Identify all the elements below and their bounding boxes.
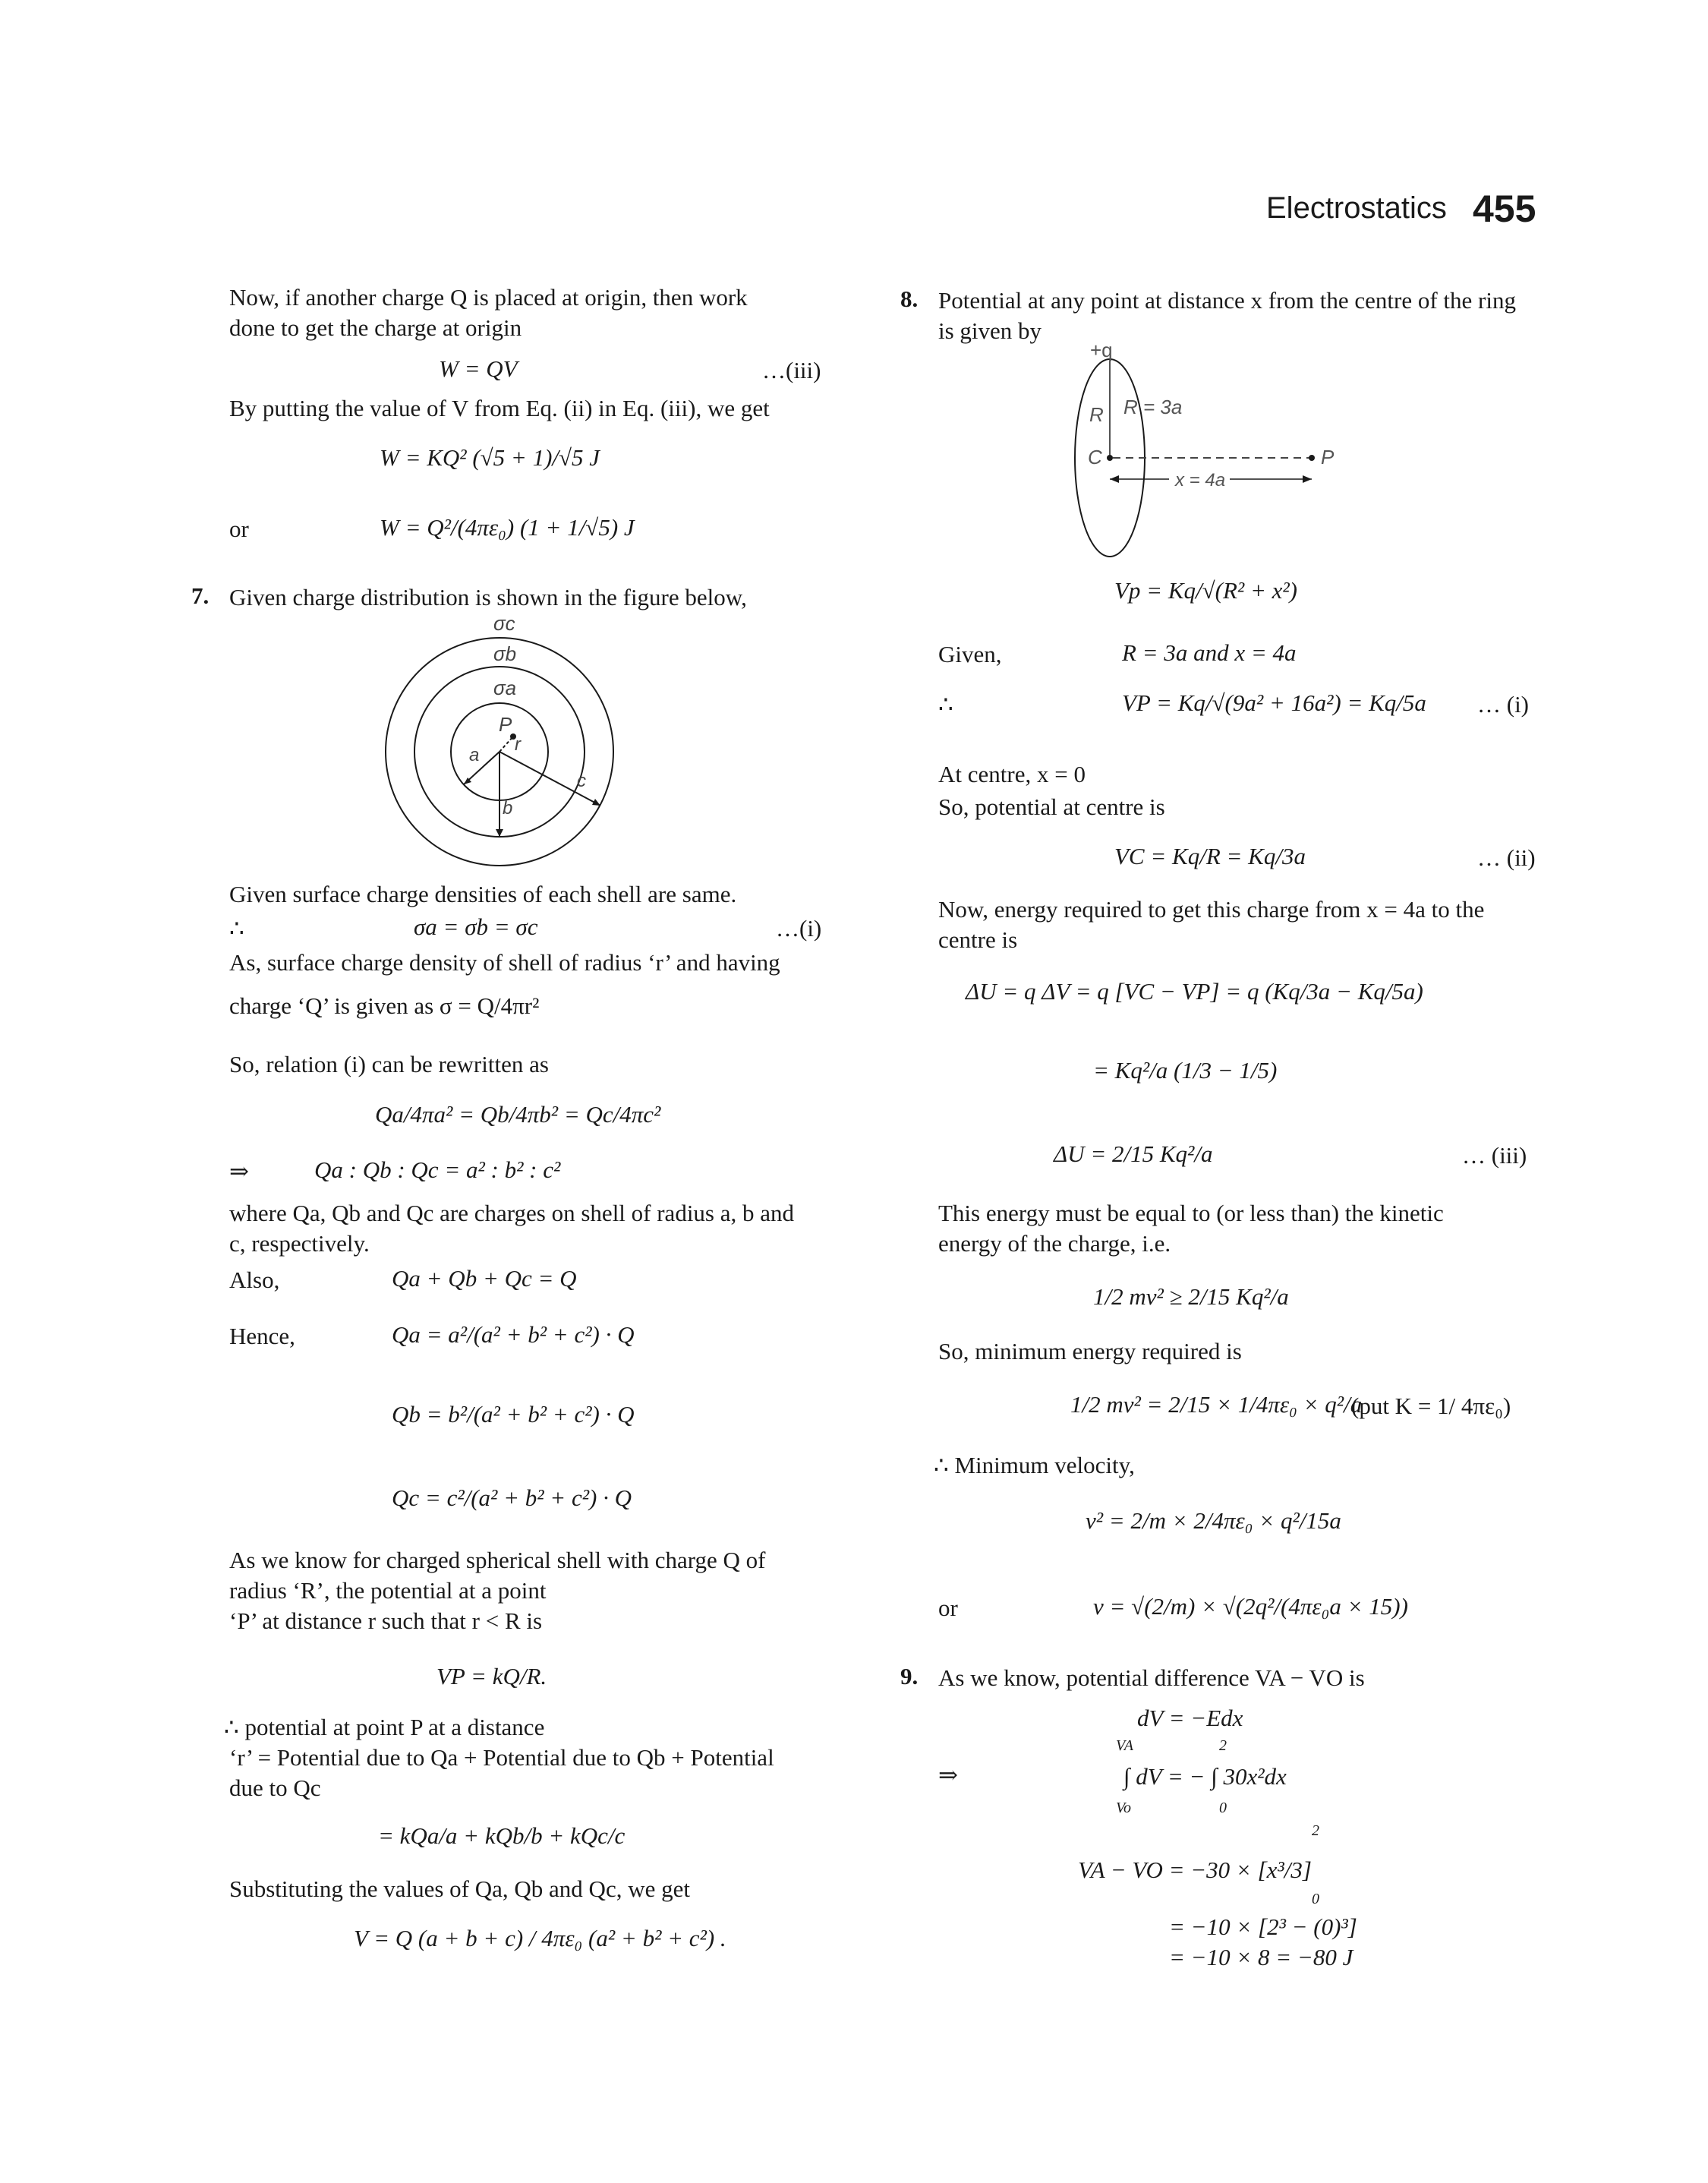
radius-R-label: R: [1089, 403, 1104, 426]
equation-vp: Vp = Kq/√(R² + x²): [1114, 577, 1298, 604]
paragraph-line: ∴ Minimum velocity,: [934, 1452, 1135, 1478]
equation-ke: 1/2 mv² ≥ 2/15 Kq²/a: [1093, 1283, 1289, 1310]
equation-tag: … (iii): [1462, 1142, 1527, 1169]
equation-ratio: Qa/4πa² = Qb/4πb² = Qc/4πc²: [375, 1101, 661, 1128]
equation-sum-v: = kQa/a + kQb/b + kQc/c: [378, 1822, 626, 1849]
equation-tag: …(i): [776, 915, 822, 942]
radius-r-line: [499, 737, 513, 752]
equation-delta-u2: = Kq²/a (1/3 − 1/5): [1093, 1057, 1278, 1084]
equation-v: v = √(2/m) × √(2q²/(4πε₀a × 15)): [1093, 1593, 1408, 1620]
paragraph-line: As we know for charged spherical shell with charge Q of: [229, 1547, 766, 1573]
c-label: c: [577, 771, 586, 791]
sigma-b-label: σb: [493, 642, 517, 665]
paragraph-line: radius ‘R’, the potential at a point: [229, 1577, 547, 1604]
page-number: 455: [1473, 188, 1536, 230]
equation-v-squared: v² = 2/m × 2/4πε₀ × q²/15a: [1086, 1507, 1341, 1534]
paragraph-line: Now, if another charge Q is placed at origin, then work: [229, 284, 748, 311]
equation-sigma: σa = σb = σc: [414, 913, 538, 940]
paragraph-line: energy of the charge, i.e.: [938, 1230, 1171, 1257]
radius-value-label: R = 3a: [1123, 396, 1183, 418]
equation-va3: = −10 × 8 = −80 J: [1169, 1944, 1353, 1970]
equation-delta-u: ΔU = q ΔV = q [VC − VP] = q (Kq/3a − Kq/5a): [966, 978, 1423, 1005]
point-p-label: P: [499, 713, 512, 736]
integral-lower-limit: Vo: [1116, 1800, 1131, 1816]
equation-vc: VC = Kq/R = Kq/3a: [1114, 843, 1306, 869]
equation-sum: Qa + Qb + Qc = Q: [392, 1265, 577, 1292]
equation-dv: dV = −Edx: [1137, 1705, 1243, 1731]
also-label: Also,: [229, 1267, 280, 1293]
ring-figure: [1063, 338, 1351, 588]
question-8-line: is given by: [938, 317, 1042, 344]
equation-ratio2: Qa : Qb : Qc = a² : b² : c²: [314, 1156, 561, 1183]
bracket-upper-limit: 2: [1312, 1822, 1319, 1839]
therefore-symbol: ∴: [938, 691, 953, 718]
centre-c-label: C: [1088, 446, 1102, 468]
equation-note: (put K = 1/ 4πε₀): [1351, 1393, 1511, 1419]
running-header-title: Electrostatics: [1266, 191, 1447, 225]
paragraph-line: This energy must be equal to (or less than) the kinetic: [938, 1200, 1444, 1226]
equation-qc: Qc = c²/(a² + b² + c²) · Q: [392, 1484, 632, 1511]
charge-q-label: +q: [1090, 339, 1113, 361]
paragraph-line: charge ‘Q’ is given as σ = Q/4πr²: [229, 992, 540, 1019]
equation-delta-u3: ΔU = 2/15 Kq²/a: [1054, 1140, 1213, 1167]
distance-label: x = 4a: [1175, 470, 1226, 491]
point-p-label: P: [1321, 446, 1335, 468]
therefore-symbol: ∴: [229, 915, 244, 942]
given-label: Given,: [938, 641, 1002, 667]
equation-w3: W = Q²/(4πε₀) (1 + 1/√5) J: [380, 514, 635, 541]
equation-tag: …(iii): [762, 357, 821, 383]
paragraph-line: ‘r’ = Potential due to Qa + Potential due to Qb + Potential: [229, 1744, 774, 1771]
paragraph-line: So, relation (i) can be rewritten as: [229, 1051, 549, 1077]
paragraph-line: due to Qc: [229, 1774, 321, 1801]
equation-w2: W = KQ² (√5 + 1)/√5 J: [380, 444, 600, 471]
paragraph-line: Given surface charge densities of each shell are same.: [229, 881, 737, 907]
equation-vp-shell: VP = kQ/R.: [436, 1663, 547, 1689]
integral-lower-limit: 0: [1219, 1800, 1227, 1816]
point-p-dot: [1309, 455, 1315, 461]
b-label: b: [503, 798, 513, 819]
paragraph-line: As, surface charge density of shell of radius ‘r’ and having: [229, 949, 780, 976]
r-label: r: [515, 734, 521, 755]
paragraph-line: So, potential at centre is: [938, 793, 1165, 820]
paragraph-line: ‘P’ at distance r such that r < R is: [229, 1607, 543, 1634]
or-label: or: [229, 516, 249, 542]
question-8-line: Potential at any point at distance x from the centre of the ring: [938, 287, 1516, 314]
implies-symbol: ⇒: [938, 1762, 958, 1788]
question-9-text: As we know, potential difference VA − VO is: [938, 1664, 1365, 1691]
equation-va: VA − VO = −30 × [x³/3]: [1078, 1856, 1312, 1883]
a-label: a: [469, 745, 480, 765]
equation-qa: Qa = a²/(a² + b² + c²) · Q: [392, 1321, 635, 1348]
paragraph-line: Now, energy required to get this charge from x = 4a to the: [938, 896, 1485, 923]
or-label: or: [938, 1595, 958, 1621]
equation-va2: = −10 × [2³ − (0)³]: [1169, 1913, 1357, 1940]
paragraph-line: c, respectively.: [229, 1230, 370, 1257]
integral-upper-limit: VA: [1116, 1737, 1133, 1754]
equation-final-v: V = Q (a + b + c) / 4πε₀ (a² + b² + c²) .: [354, 1925, 726, 1951]
paragraph-line: At centre, x = 0: [938, 761, 1086, 787]
paragraph-line: So, minimum energy required is: [938, 1338, 1242, 1364]
bracket-lower-limit: 0: [1312, 1891, 1319, 1907]
equation-ke2: 1/2 mv² = 2/15 × 1/4πε₀ × q²/a: [1070, 1391, 1363, 1418]
concentric-shells-figure: [372, 615, 630, 873]
given-values: R = 3a and x = 4a: [1122, 639, 1297, 666]
equation-tag: … (i): [1477, 691, 1530, 718]
equation-qb: Qb = b²/(a² + b² + c²) · Q: [392, 1401, 635, 1427]
question-7-text: Given charge distribution is shown in the figure below,: [229, 584, 747, 610]
equation-w: W = QV: [439, 355, 518, 382]
integral-upper-limit: 2: [1219, 1737, 1227, 1754]
paragraph-line: where Qa, Qb and Qc are charges on shell of radius a, b and: [229, 1200, 795, 1226]
equation-tag: … (ii): [1477, 844, 1536, 871]
question-number-8: 8.: [900, 285, 919, 312]
centre-c-dot: [1107, 455, 1113, 461]
paragraph-line: By putting the value of V from Eq. (ii) in Eq. (iii), we get: [229, 395, 770, 421]
paragraph-line: ∴ potential at point P at a distance: [224, 1714, 545, 1740]
implies-symbol: ⇒: [229, 1158, 249, 1185]
equation-integral: ∫ dV = − ∫ 30x²dx: [1123, 1763, 1287, 1790]
question-number-9: 9.: [900, 1663, 919, 1689]
sigma-c-label: σc: [493, 615, 515, 635]
paragraph-line: done to get the charge at origin: [229, 314, 522, 341]
paragraph-line: Substituting the values of Qa, Qb and Qc, we get: [229, 1875, 690, 1902]
paragraph-line: centre is: [938, 926, 1018, 953]
question-number-7: 7.: [191, 582, 210, 609]
sigma-a-label: σa: [493, 677, 517, 699]
hence-label: Hence,: [229, 1323, 295, 1349]
equation-vp2: VP = Kq/√(9a² + 16a²) = Kq/5a: [1122, 689, 1426, 716]
